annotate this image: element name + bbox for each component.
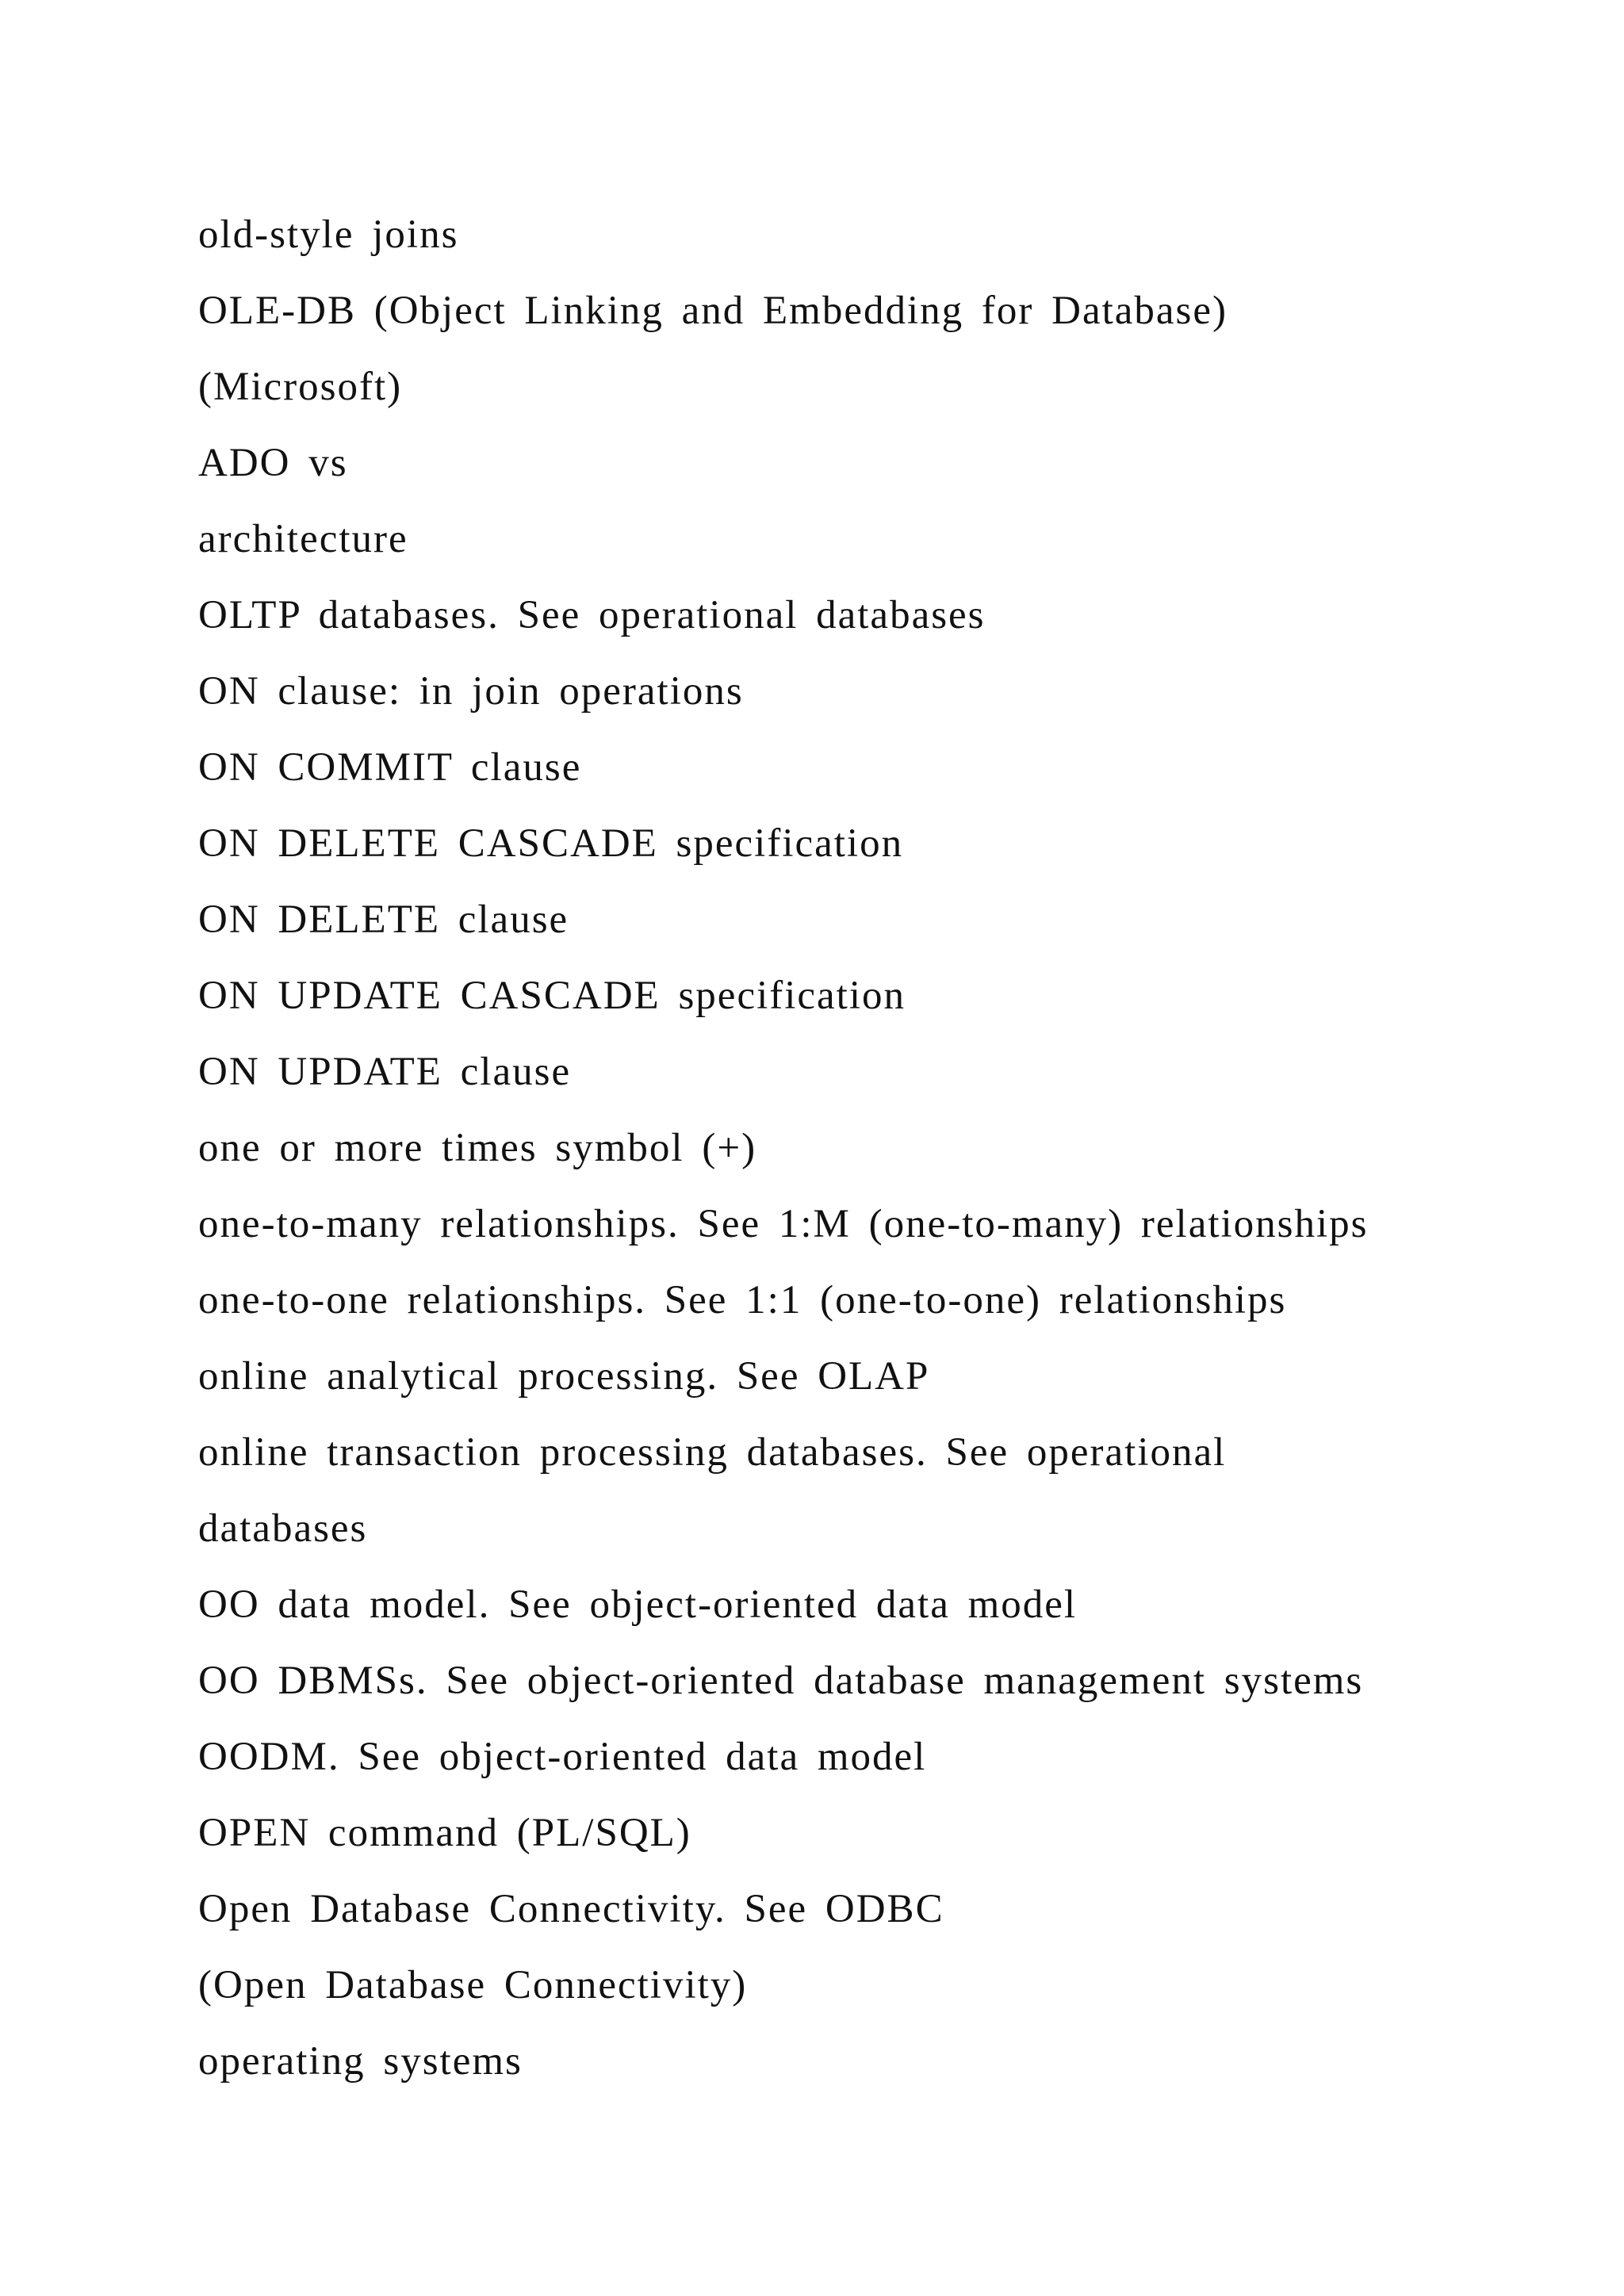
index-line: (Microsoft) (198, 365, 403, 409)
index-line: ON clause: in join operations (198, 669, 744, 714)
index-line: ON COMMIT clause (198, 745, 582, 790)
index-line: architecture (198, 517, 408, 561)
index-line: ON DELETE clause (198, 897, 569, 942)
index-line: (Open Database Connectivity) (198, 1963, 748, 2007)
index-line: old-style joins (198, 212, 459, 257)
index-line: ON UPDATE clause (198, 1050, 572, 1094)
index-line: ADO vs (198, 441, 348, 485)
index-line: one or more times symbol (+) (198, 1126, 757, 1170)
index-line: databases (198, 1506, 368, 1551)
index-line: ON DELETE CASCADE specification (198, 821, 904, 866)
index-line: OODM. See object-oriented data model (198, 1735, 927, 1779)
index-line: online analytical processing. See OLAP (198, 1354, 930, 1399)
index-line: one-to-one relationships. See 1:1 (one-to-one) relationships (198, 1278, 1287, 1322)
index-line: OLTP databases. See operational databases (198, 593, 986, 637)
index-line: OLE-DB (Object Linking and Embedding for Database) (198, 289, 1228, 333)
index-line: OPEN command (PL/SQL) (198, 1811, 691, 1855)
index-entry-list (198, 197, 1546, 2099)
index-line: one-to-many relationships. See 1:M (one-to-many) relationships (198, 1202, 1369, 1246)
index-line: OO DBMSs. See object-oriented database management systems (198, 1659, 1364, 1703)
index-line: OO data model. See object-oriented data model (198, 1582, 1078, 1627)
index-line: online transaction processing databases. See operational (198, 1430, 1227, 1475)
index-line: Open Database Connectivity. See ODBC (198, 1887, 944, 1931)
index-line: operating systems (198, 2039, 523, 2084)
index-line: ON UPDATE CASCADE specification (198, 974, 906, 1018)
